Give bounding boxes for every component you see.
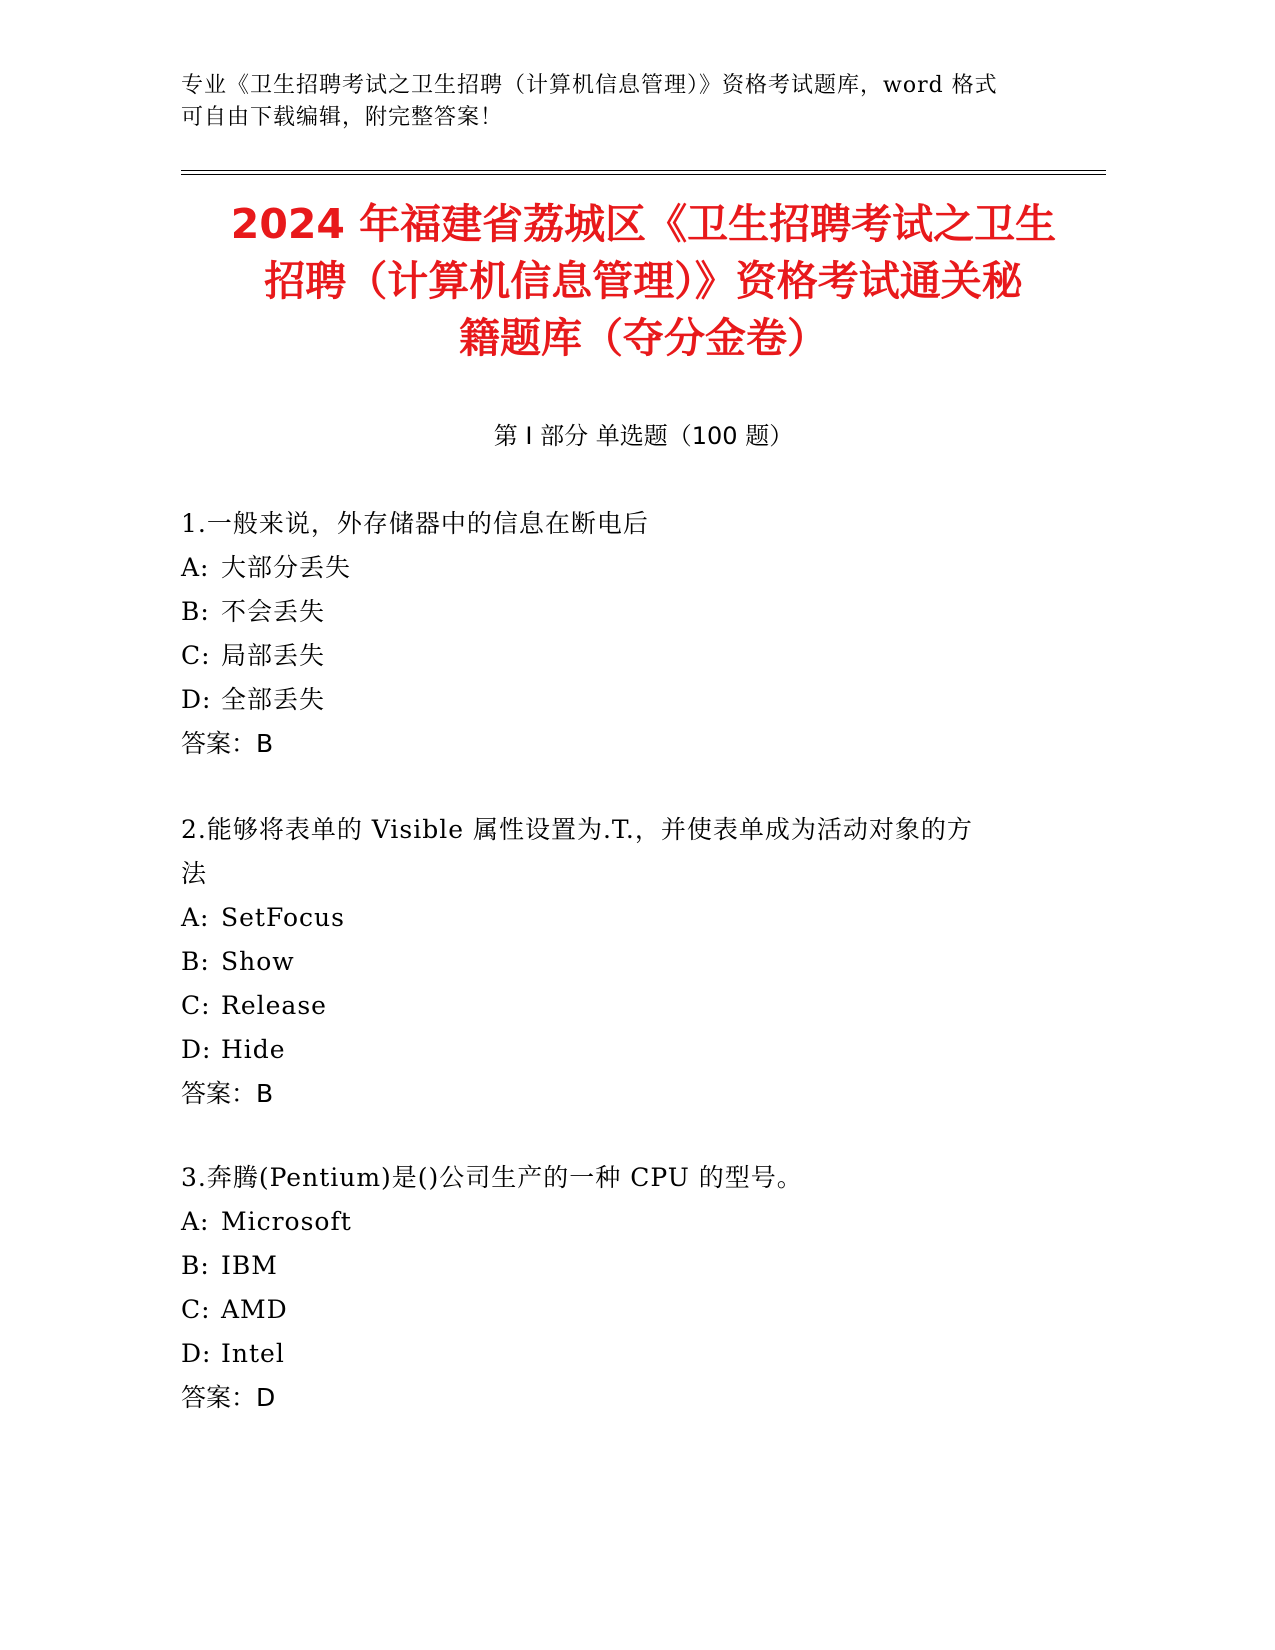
option-letter: D:	[181, 1339, 212, 1368]
option-c	[181, 634, 1081, 678]
option-c	[181, 984, 1081, 1028]
option-d	[181, 1332, 1081, 1376]
document-title	[181, 196, 1106, 367]
option-letter: A:	[181, 553, 210, 582]
option-letter: D:	[181, 1035, 212, 1064]
option-text: Release	[221, 991, 327, 1020]
document-title-line-3: 籍题库（夺分金卷）	[459, 314, 828, 362]
option-text: 不会丢失	[221, 597, 326, 626]
answer-key: 答案：B	[181, 1079, 274, 1108]
option-text: 局部丢失	[221, 641, 326, 670]
document-title-line-1: 2024 年福建省荔城区《卫生招聘考试之卫生	[230, 200, 1057, 248]
option-d	[181, 1028, 1081, 1072]
header-note	[181, 70, 1041, 134]
question-stem	[181, 808, 1081, 896]
option-letter: A:	[181, 903, 210, 932]
answer-key: 答案：D	[181, 1383, 276, 1412]
option-c	[181, 1288, 1081, 1332]
header-divider-top	[181, 170, 1106, 171]
option-text: Microsoft	[221, 1207, 352, 1236]
part-heading: 第 I 部分 单选题（100 题）	[493, 422, 794, 450]
option-text: AMD	[221, 1295, 288, 1324]
option-b	[181, 590, 1081, 634]
question-stem: 1.一般来说，外存储器中的信息在断电后	[181, 509, 649, 538]
option-text: Intel	[221, 1339, 285, 1368]
option-letter: D:	[181, 685, 212, 714]
question-stem: 3.奔腾(Pentium)是()公司生产的一种 CPU 的型号。	[181, 1163, 803, 1192]
header-divider-bottom	[181, 174, 1106, 175]
option-letter: B:	[181, 947, 210, 976]
option-letter: C:	[181, 641, 211, 670]
option-letter: B:	[181, 1251, 210, 1280]
header-note-line-1: 专业《卫生招聘考试之卫生招聘（计算机信息管理）》资格考试题库，word 格式	[181, 73, 998, 98]
option-b	[181, 940, 1081, 984]
document-title-line-2: 招聘（计算机信息管理）》资格考试通关秘	[264, 257, 1023, 305]
option-text: 全部丢失	[221, 685, 326, 714]
option-letter: C:	[181, 1295, 211, 1324]
option-a	[181, 896, 1081, 940]
answer-key: 答案：B	[181, 729, 274, 758]
option-letter: B:	[181, 597, 210, 626]
option-letter: A:	[181, 1207, 210, 1236]
question-stem-line-2: 法	[181, 859, 208, 888]
option-d	[181, 678, 1081, 722]
option-letter: C:	[181, 991, 211, 1020]
option-a	[181, 1200, 1081, 1244]
option-text: Hide	[221, 1035, 286, 1064]
option-text: SetFocus	[221, 903, 345, 932]
option-text: IBM	[221, 1251, 278, 1280]
question-stem-line-1: 2.能够将表单的 Visible 属性设置为.T.，并使表单成为活动对象的方	[181, 815, 973, 844]
question-1	[181, 502, 1081, 766]
question-3	[181, 1156, 1081, 1420]
option-text: 大部分丢失	[221, 553, 352, 582]
option-text: Show	[221, 947, 295, 976]
header-note-line-2: 可自由下载编辑，附完整答案！	[181, 105, 504, 130]
option-a	[181, 546, 1081, 590]
question-2	[181, 808, 1081, 1116]
option-b	[181, 1244, 1081, 1288]
